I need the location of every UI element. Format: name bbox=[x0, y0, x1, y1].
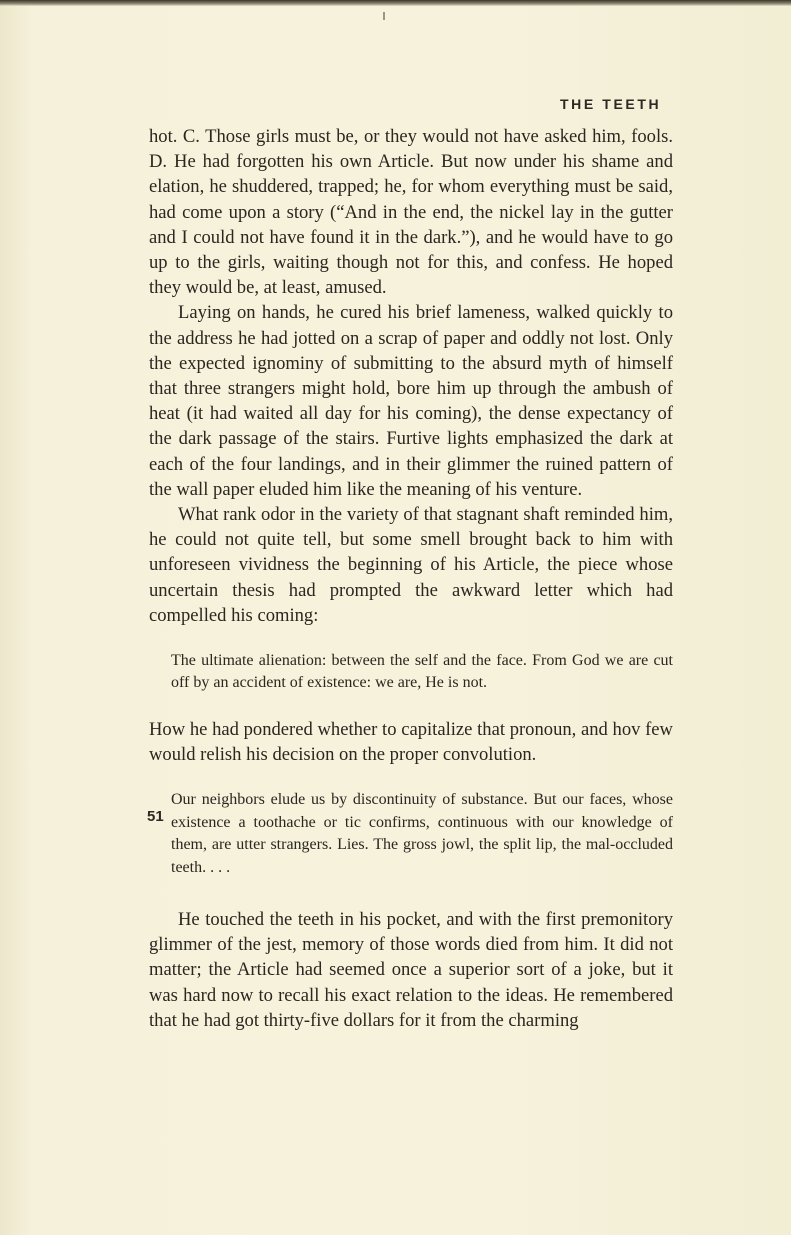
page-number: 51 bbox=[147, 808, 164, 825]
paragraph-2: Laying on hands, he cured his brief lameness, walked quickly to the address he had jotted on a scrap of paper and oddly not lost. Only the expected ignominy of submitting to the absurd myth of himself that three strangers might hold, bore him up through the ambush of heat (it had waited all day for his coming), the dense expectancy of the dark passage of the stairs. Furtive lights emphasized the dark at each of the four landings, and in their glimmer the ruined pattern of the wall paper eluded him like the meaning of his venture. bbox=[149, 302, 673, 500]
paragraph-3: What rank odor in the variety of that stagnant shaft reminded him, he could not quite tell, but some smell brought back to him with unforeseen vividness the beginning of his Article, the piece whose uncertain thesis had prompted the awkward letter which had compelled his coming: bbox=[149, 504, 673, 626]
paragraph-4: How he had pondered whether to capitalize that pronoun, and hov few would relish his decision on the proper convolution. bbox=[149, 718, 673, 766]
page-top-edge bbox=[0, 0, 791, 6]
running-head: THE TEETH bbox=[560, 96, 662, 112]
print-mark bbox=[383, 12, 385, 20]
paragraph-5: He touched the teeth in his pocket, and with the first premonitory glimmer of the jest, memory of those words died from him. It did not matter; the Article had seemed once a superior sort of a joke, but it was hard now to recall his exact relation to the ideas. He remembered that he had got thirty-five dollars for it from the charming bbox=[149, 908, 673, 1031]
block-quote-1: The ultimate alienation: between the self and the face. From God we are cut off by an accident of existence: we are, He is not. bbox=[171, 652, 673, 692]
paragraph-1: hot. C. Those girls must be, or they would not have asked him, fools. D. He had forgotten his own Article. But now under his shame and elation, he shuddered, trapped; he, for whom everything must be said, had come upon a story (“And in the end, the nickel lay in the gutter and I could not have found it in the dark.”), and he would have to go up to the girls, waiting though not for this, and confess. He hoped they would be, at least, amused. bbox=[149, 126, 673, 299]
block-quote-2: Our neighbors elude us by discontinuity of substance. But our faces, whose existence a toothache or tic confirms, continuous with our knowledge of them, are utter strangers. Lies. The gross jowl, the split lip, the mal-occluded teeth. . . . bbox=[171, 791, 673, 876]
page-body bbox=[149, 124, 673, 1033]
